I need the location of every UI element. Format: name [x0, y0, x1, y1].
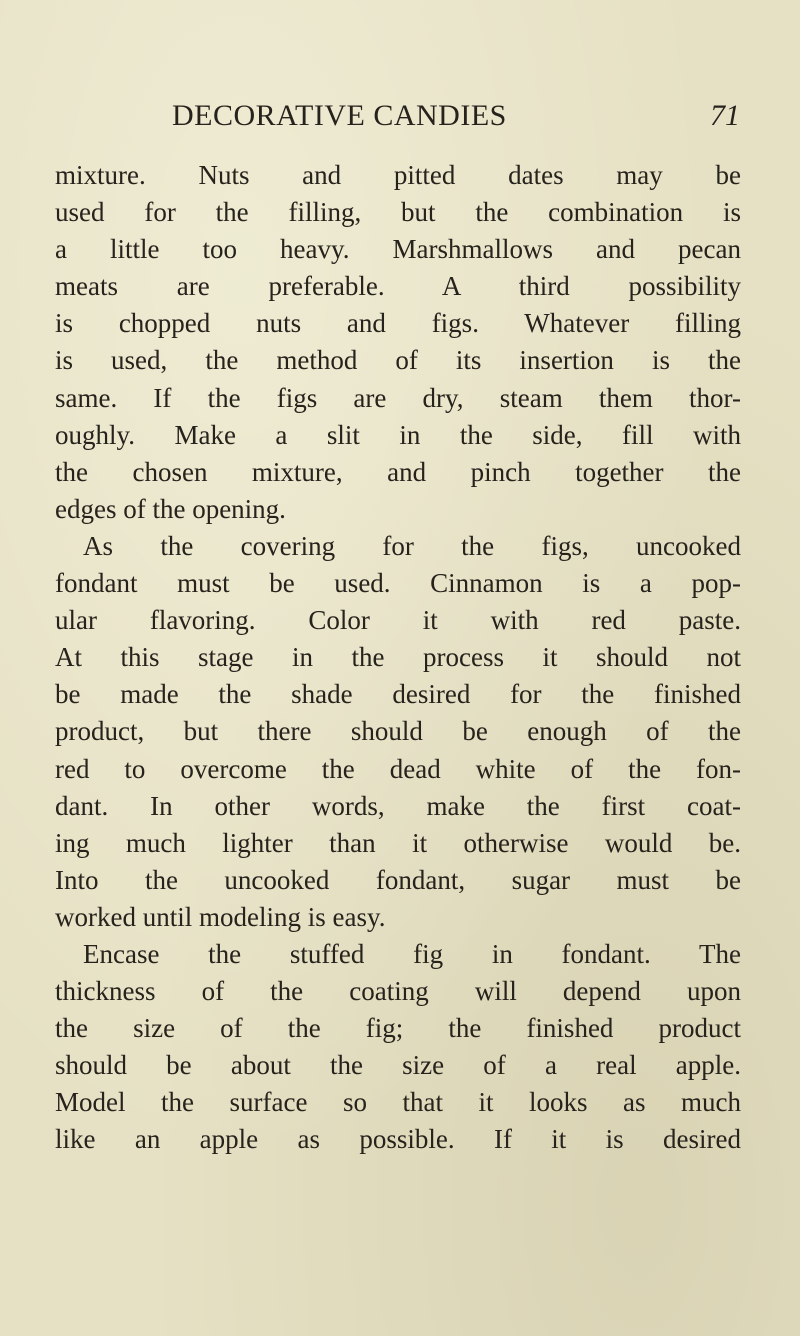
- text-line: is chopped nuts and figs. Whatever filling: [55, 308, 741, 339]
- text-line: At this stage in the process it should not: [55, 642, 741, 673]
- text-line: same. If the figs are dry, steam them thor-: [55, 382, 741, 413]
- text-line: be made the shade desired for the finished: [55, 679, 741, 710]
- paragraph-first-line: As the covering for the figs, uncooked: [83, 530, 741, 561]
- text-line: Model the surface so that it looks as much: [55, 1087, 741, 1118]
- text-line: like an apple as possible. If it is desired: [55, 1124, 741, 1155]
- text-line: used for the filling, but the combination is: [55, 197, 741, 228]
- running-head: [170, 96, 740, 136]
- text-line: the chosen mixture, and pinch together the: [55, 456, 741, 487]
- text-line: oughly. Make a slit in the side, fill with: [55, 419, 741, 450]
- text-line: thickness of the coating will depend upon: [55, 976, 741, 1007]
- text-line: fondant must be used. Cinnamon is a pop-: [55, 568, 741, 599]
- text-line: Into the uncooked fondant, sugar must be: [55, 864, 741, 895]
- text-line: should be about the size of a real apple.: [55, 1050, 741, 1081]
- text-line: worked until modeling is easy.: [55, 901, 386, 932]
- text-line: ing much lighter than it otherwise would be.: [55, 827, 741, 858]
- page-number: 71: [710, 99, 740, 132]
- text-line: is used, the method of its insertion is the: [55, 345, 741, 376]
- text-line: product, but there should be enough of the: [55, 716, 741, 747]
- text-line: ular flavoring. Color it with red paste.: [55, 605, 741, 636]
- text-line: dant. In other words, make the first coat-: [55, 790, 741, 821]
- text-line: meats are preferable. A third possibility: [55, 271, 741, 302]
- text-line: edges of the opening.: [55, 493, 286, 524]
- text-line: a little too heavy. Marshmallows and pecan: [55, 234, 741, 265]
- text-line: mixture. Nuts and pitted dates may be: [55, 160, 741, 190]
- text-line: red to overcome the dead white of the fon-: [55, 753, 741, 784]
- running-head-title: DECORATIVE CANDIES: [172, 99, 507, 132]
- paragraph-first-line: Encase the stuffed fig in fondant. The: [83, 938, 741, 969]
- text-line: the size of the fig; the finished product: [55, 1013, 741, 1044]
- body-text: [55, 157, 741, 1159]
